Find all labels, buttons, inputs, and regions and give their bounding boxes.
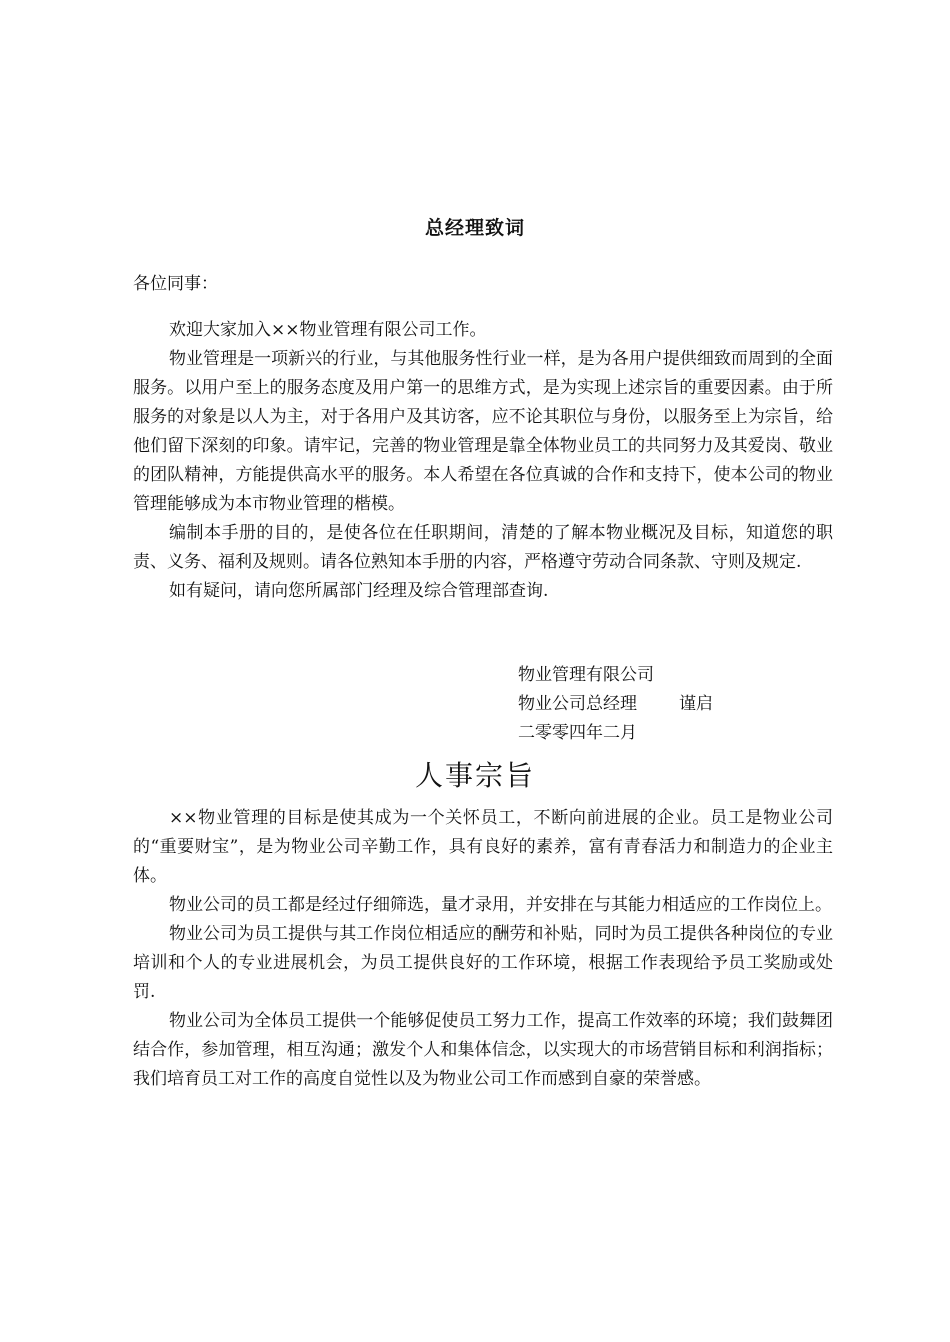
letter-paragraph: 如有疑问，请向您所属部门经理及综合管理部查询.: [169, 581, 549, 601]
letter-paragraph: 物业管理是一项新兴的行业，与其他服务性行业一样，是为各用户提供细致而周到的全面服务。以用户至上的服务态度及用户第一的思维方式，是为实现上述宗旨的重要因素。由于所服务的对象是以人为主，对于各用户及其访客，应不论其职位与身份，以服务至上为宗旨，给他们留下深刻的印象。请牢记，完善的物业管理是靠全体物业员工的共同努力及其爱岗、敬业的团队精神，方能提供高水平的服务。本人希望在各位真诚的合作和支持下，使本公司的物业管理能够成为本市物业管理的楷模。: [133, 349, 833, 514]
hr-purpose-body: [133, 804, 833, 1094]
hr-paragraph: 物业公司的员工都是经过仔细筛选，量才录用，并安排在与其能力相适应的工作岗位上。: [169, 895, 832, 915]
signature-position-line: [518, 690, 713, 719]
letter-body: [133, 316, 833, 606]
signature-date: 二零零四年二月: [518, 723, 637, 743]
signature-closing: 谨启: [679, 694, 713, 714]
hr-purpose-title: 人事宗旨: [414, 759, 535, 792]
signature-position: 物业公司总经理: [518, 694, 637, 714]
hr-paragraph: 物业公司为全体员工提供一个能够促使员工努力工作，提高工作效率的环境；我们鼓舞团结合作，参加管理，相互沟通；激发个人和集体信念，以实现大的市场营销目标和利润指标；我们培育员工对工作的高度自觉性以及为物业公司工作而感到自豪的荣誉感。: [133, 1011, 833, 1089]
letter-salutation: 各位同事：: [133, 274, 218, 294]
letter-title: 总经理致词: [424, 217, 525, 239]
letter-paragraph: 欢迎大家加入××物业管理有限公司工作。: [169, 320, 487, 340]
letter-signature: [518, 661, 713, 748]
hr-paragraph: 物业公司为员工提供与其工作岗位相适应的酬劳和补贴，同时为员工提供各种岗位的专业培训和个人的专业进展机会，为员工提供良好的工作环境，根据工作表现给予员工奖励或处罚.: [133, 924, 833, 1002]
hr-paragraph: ××物业管理的目标是使其成为一个关怀员工，不断向前进展的企业。员工是物业公司的“重要财宝”，是为物业公司辛勤工作，具有良好的素养，富有青春活力和制造力的企业主体。: [133, 808, 833, 886]
signature-company: 物业管理有限公司: [518, 665, 654, 685]
letter-paragraph: 编制本手册的目的，是使各位在任职期间，清楚的了解本物业概况及目标，知道您的职责、义务、福利及规则。请各位熟知本手册的内容，严格遵守劳动合同条款、守则及规定.: [133, 523, 833, 572]
